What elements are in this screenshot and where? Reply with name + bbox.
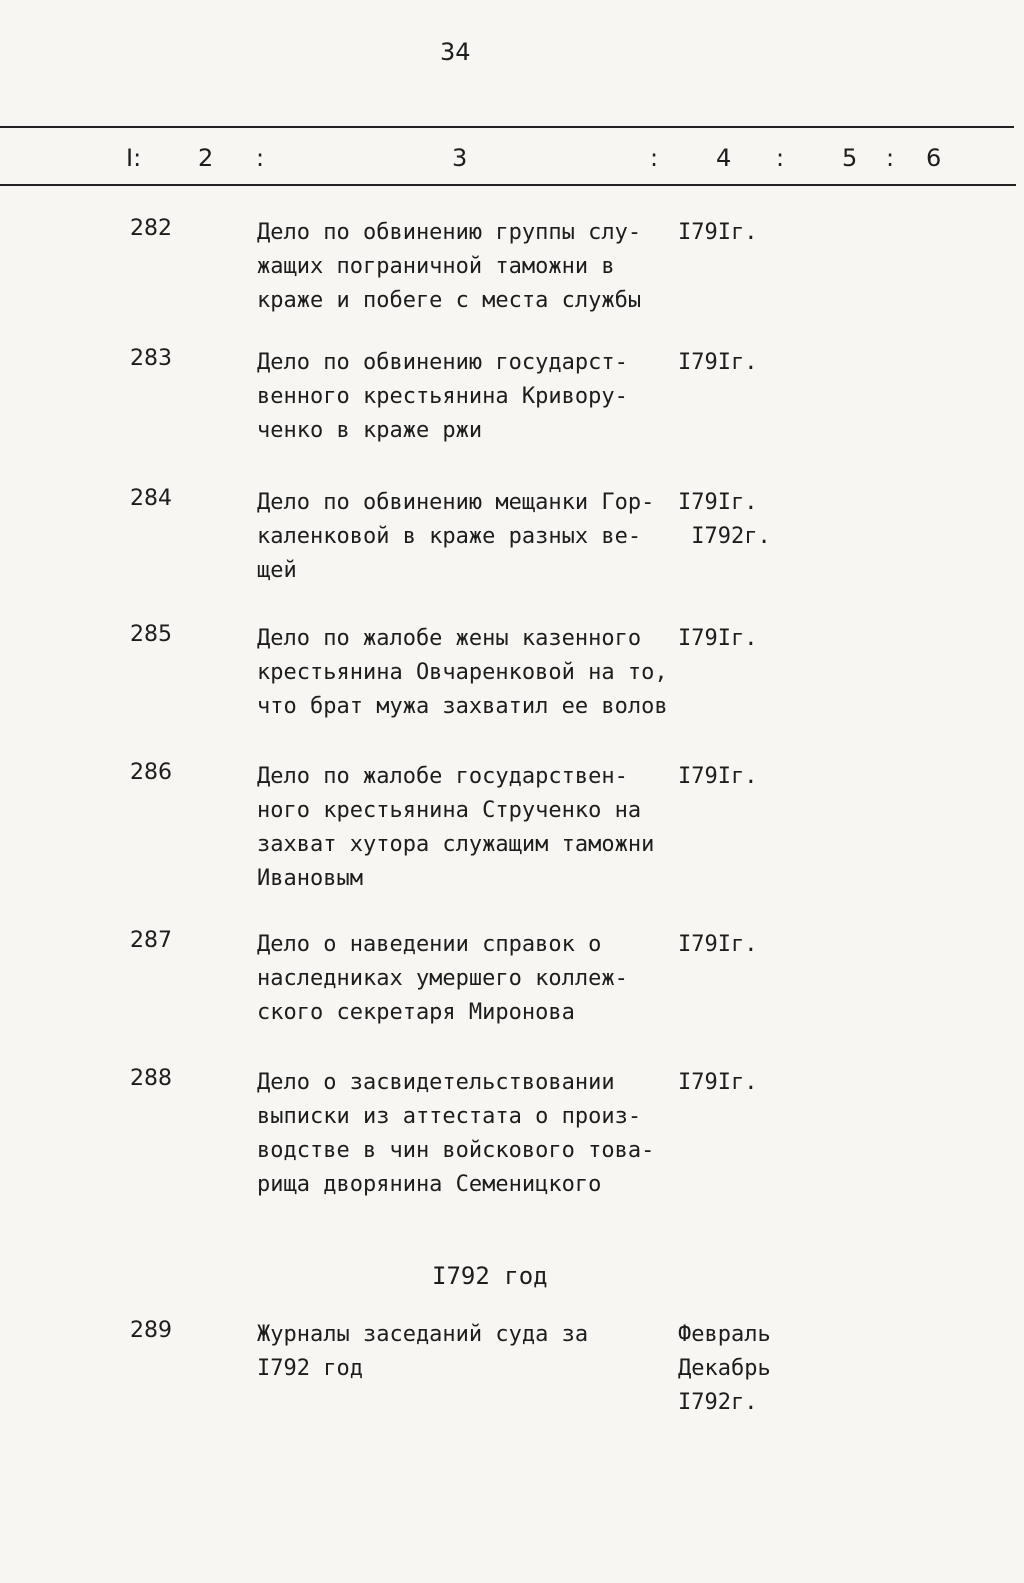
date-line: Декабрь <box>678 1356 771 1381</box>
description-line: жащих пограничной таможни в <box>257 254 615 279</box>
date-line: I79Iг. <box>678 764 758 789</box>
entry-description <box>257 928 677 1030</box>
date-line: I792г. <box>678 524 771 549</box>
description-line: водстве в чин войскового това- <box>257 1138 655 1163</box>
year-section-title: I792 год <box>432 1262 548 1290</box>
entry-number: 286 <box>130 760 172 785</box>
entry-date <box>678 1066 757 1100</box>
description-line: рища дворянина Семеницкого <box>257 1172 602 1197</box>
date-line: I79Iг. <box>678 350 758 375</box>
description-line: Дело по жалобе государствен- <box>257 764 628 789</box>
entry-date <box>678 216 757 250</box>
description-line: Дело по обвинению группы слу- <box>257 220 642 245</box>
description-line: что брат мужа захватил ее волов <box>257 694 668 719</box>
description-line: Дело о наведении справок о <box>257 932 602 957</box>
description-line: Дело по обвинению государст- <box>257 350 628 375</box>
entry-number: 285 <box>130 622 172 647</box>
entry-date <box>678 622 757 656</box>
entry-number: 282 <box>130 216 172 241</box>
column-separator: : <box>886 144 895 172</box>
description-line: крестьянина Овчаренковой на то, <box>257 660 668 685</box>
description-line: Дело по обвинению мещанки Гор- <box>257 490 655 515</box>
description-line: щей <box>257 558 297 583</box>
column-header-2: 2 <box>198 144 214 172</box>
description-line: I792 год <box>257 1356 363 1381</box>
entry-date <box>678 928 757 962</box>
entry-description <box>257 346 677 448</box>
entry-date <box>678 760 757 794</box>
entry-number: 288 <box>130 1066 172 1091</box>
entry-date <box>678 1318 771 1420</box>
description-line: ного крестьянина Струченко на <box>257 798 642 823</box>
description-line: захват хутора служащим таможни <box>257 832 655 857</box>
column-header-6: 6 <box>926 144 942 172</box>
page-number: 34 <box>440 38 471 66</box>
date-line: I79Iг. <box>678 1070 758 1095</box>
description-line: венного крестьянина Кривору- <box>257 384 628 409</box>
date-line: Февраль <box>678 1322 771 1347</box>
header-top-rule <box>0 126 1014 128</box>
column-header-5: 5 <box>842 144 858 172</box>
entry-date <box>678 346 757 380</box>
description-line: ского секретаря Миронова <box>257 1000 575 1025</box>
description-line: краже и побеге с места службы <box>257 288 642 313</box>
entry-description <box>257 486 677 588</box>
entry-date <box>678 486 771 554</box>
date-line: I792г. <box>678 1390 758 1415</box>
entry-description <box>257 1318 677 1386</box>
column-separator: : <box>776 144 785 172</box>
entry-description <box>257 216 677 318</box>
entry-number: 283 <box>130 346 172 371</box>
column-separator: : <box>650 144 659 172</box>
description-line: Дело о засвидетельствовании <box>257 1070 615 1095</box>
description-line: Ивановым <box>257 866 363 891</box>
description-line: наследниках умершего коллеж- <box>257 966 628 991</box>
date-line: I79Iг. <box>678 626 758 651</box>
entry-description <box>257 622 677 724</box>
entry-number: 284 <box>130 486 172 511</box>
description-line: выписки из аттестата о произ- <box>257 1104 642 1129</box>
entry-description <box>257 1066 677 1202</box>
column-header-1: I: <box>126 144 142 172</box>
header-bottom-rule <box>0 184 1016 186</box>
description-line: ченко в краже ржи <box>257 418 483 443</box>
column-header-4: 4 <box>716 144 732 172</box>
description-line: Дело по жалобе жены казенного <box>257 626 642 651</box>
date-line: I79Iг. <box>678 220 758 245</box>
column-separator: : <box>256 144 265 172</box>
entry-number: 289 <box>130 1318 172 1343</box>
column-header-3: 3 <box>452 144 468 172</box>
entry-number: 287 <box>130 928 172 953</box>
entry-description <box>257 760 677 896</box>
date-line: I79Iг. <box>678 932 758 957</box>
date-line: I79Iг. <box>678 490 758 515</box>
description-line: Журналы заседаний суда за <box>257 1322 589 1347</box>
description-line: каленковой в краже разных ве- <box>257 524 642 549</box>
